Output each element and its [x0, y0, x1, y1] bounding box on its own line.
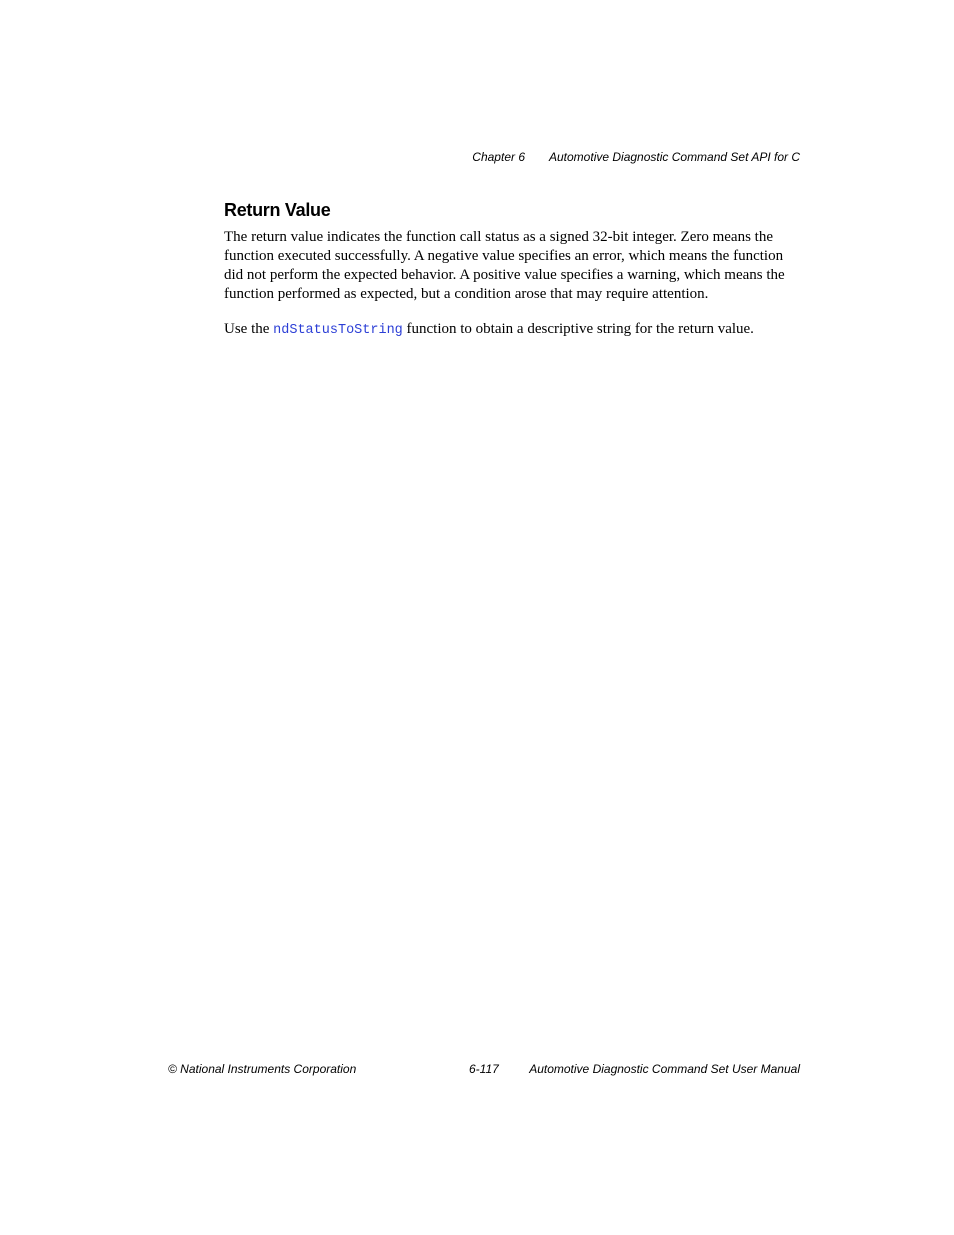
note-text-after: function to obtain a descriptive string for the return value. [402, 321, 754, 337]
note-text-before: Use the [224, 321, 274, 337]
running-header [472, 150, 800, 165]
main-content [224, 198, 804, 356]
status-string-note [224, 320, 804, 340]
header-chapter: Chapter 6 [472, 150, 525, 164]
return-value-description: The return value indicates the function call status as a signed 32-bit integer. Zero means the function executed successfully. A negative value specifies an error, which means the function did not perform the expected behavior. A positive value specifies a warning, which means the function performed as expected, but a condition arose that may require attention. [224, 229, 785, 302]
section-heading: Return Value [224, 200, 331, 220]
running-footer [168, 1062, 800, 1077]
footer-copyright: © National Instruments Corporation [168, 1062, 357, 1076]
ndstatustostring-link[interactable]: ndStatusToString [273, 323, 403, 338]
header-title: Automotive Diagnostic Command Set API for C [549, 150, 800, 164]
footer-page-number: 6-117 [469, 1062, 499, 1076]
footer-manual-title: Automotive Diagnostic Command Set User Manual [529, 1062, 800, 1076]
